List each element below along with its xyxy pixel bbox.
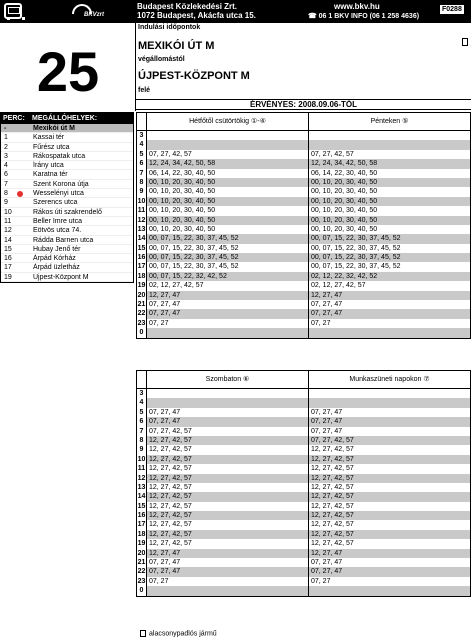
company-address: 1072 Budapest, Akácfa utca 15. [137, 11, 256, 20]
hour-row [137, 417, 470, 426]
stop-minutes: 6 [4, 171, 8, 179]
minutes-cell: 12, 27, 42, 57 [308, 464, 470, 473]
hour-cell: 15 [137, 502, 146, 510]
side-marker [462, 38, 468, 46]
stop-row [1, 180, 133, 189]
hour-row [137, 436, 470, 445]
minutes-cell [308, 586, 470, 595]
minutes-cell: 12, 27, 42, 57 [149, 493, 192, 501]
hour-cell: 13 [137, 483, 146, 491]
logo-text: BKVzrt [84, 12, 105, 18]
hour-row [137, 474, 470, 483]
origin-terminus: MEXIKÓI ÚT M [138, 40, 215, 52]
weekend-header [137, 371, 470, 389]
stop-row [1, 152, 133, 161]
minutes-cell [147, 131, 308, 140]
direction-label: felé [138, 87, 151, 94]
phone-info: ☎ 06 1 BKV INFO (06 1 258 4636) [308, 13, 420, 20]
minutes-cell: 00, 07, 15, 22, 30, 37, 45, 52 [308, 253, 470, 262]
hour-row [137, 291, 470, 300]
minutes-cell: 07, 27, 47 [149, 310, 181, 318]
minutes-cell: 07, 27, 47 [308, 309, 470, 318]
stop-row [1, 263, 133, 272]
minutes-cell [308, 328, 470, 337]
stop-name: Szerencs utca [33, 199, 78, 207]
minutes-cell: 12, 24, 34, 42, 50, 58 [308, 159, 470, 168]
minutes-cell: 12, 27, 42, 57 [308, 492, 470, 501]
hour-cell: 8 [137, 436, 147, 445]
low-floor-icon [140, 630, 146, 637]
minutes-cell: 12, 27, 42, 57 [149, 436, 192, 444]
company-info [137, 2, 256, 20]
hour-row [137, 281, 470, 290]
hour-cell: 22 [137, 310, 146, 318]
hour-row [137, 539, 470, 548]
saturday-header: Szombaton ⑥ [147, 371, 309, 388]
hour-cell: 19 [137, 282, 146, 290]
minutes-cell [308, 131, 470, 140]
stop-name: Kassai tér [33, 134, 65, 142]
hour-cell: 15 [137, 244, 146, 252]
hour-cell: 21 [137, 301, 146, 309]
minutes-cell: 02, 12, 27, 42, 57 [149, 282, 204, 290]
weekday-header [137, 113, 470, 131]
hour-cell: 3 [137, 389, 147, 398]
stop-name: Eötvös utca 74. [33, 227, 82, 235]
hour-row [137, 262, 470, 271]
minutes-cell: 00, 10, 20, 30, 40, 50 [149, 197, 216, 205]
hour-row [137, 427, 470, 436]
minutes-cell: 12, 24, 34, 42, 50, 58 [149, 160, 216, 168]
minutes-cell: 12, 27, 47 [308, 291, 470, 300]
hour-row [137, 206, 470, 215]
minutes-cell: 07, 27, 42, 57 [308, 436, 470, 445]
stop-minutes: 3 [4, 152, 8, 160]
stop-row [1, 217, 133, 226]
hour-cell: 11 [137, 207, 146, 215]
minutes-cell: 07, 27, 47 [308, 408, 470, 417]
stop-minutes: 10 [4, 208, 12, 216]
minutes-cell: 00, 07, 15, 22, 30, 37, 45, 52 [308, 244, 470, 253]
hour-row [137, 567, 470, 576]
hour-cell: 5 [137, 408, 147, 417]
stops-header [1, 113, 133, 124]
top-header [0, 0, 471, 23]
minutes-cell: 07, 27, 42, 57 [308, 150, 470, 159]
timetable-code: F0288 [442, 6, 462, 13]
website-link[interactable]: www.bkv.hu [334, 2, 380, 11]
stop-row [1, 208, 133, 217]
stop-row [1, 226, 133, 235]
stop-name: Rádda Barnen utca [33, 236, 94, 244]
validity-date: ÉRVÉNYES: 2008.09.06-TÓL [136, 99, 471, 110]
hour-cell: 16 [137, 512, 146, 520]
stop-row [1, 143, 133, 152]
hour-row [137, 319, 470, 328]
hour-cell: 21 [137, 559, 146, 567]
minutes-cell: 07, 27, 47 [149, 301, 181, 309]
stop-row [1, 170, 133, 179]
minutes-cell: 12, 27, 42, 57 [308, 445, 470, 454]
minutes-cell: 12, 27, 42, 57 [308, 511, 470, 520]
hour-row [137, 398, 470, 407]
hour-row [137, 216, 470, 225]
minutes-cell: 02, 12, 22, 32, 42, 52 [308, 272, 470, 281]
current-stop-dot-icon [17, 191, 23, 197]
route-direction [136, 23, 471, 111]
stop-row [1, 236, 133, 245]
hour-row [137, 253, 470, 262]
hour-row [137, 187, 470, 196]
hour-row [137, 225, 470, 234]
stop-row [1, 245, 133, 254]
minutes-cell: 12, 27, 42, 57 [149, 483, 192, 491]
stops-list [0, 112, 134, 283]
stop-row [1, 198, 133, 207]
holiday-header: Munkaszüneti napokon ⑦ [349, 376, 430, 383]
hour-column-header [137, 113, 147, 130]
minutes-cell: 12, 27, 42, 57 [149, 502, 192, 510]
stop-name: Beller Imre utca [33, 217, 83, 225]
route-number-box [0, 23, 136, 111]
hour-row [137, 300, 470, 309]
hour-cell: 22 [137, 568, 146, 576]
stop-minutes: 12 [4, 227, 12, 235]
minutes-cell: 12, 27, 42, 57 [308, 539, 470, 548]
minutes-cell: 07, 27, 42, 57 [149, 427, 192, 435]
stop-minutes: 4 [4, 162, 8, 170]
minutes-cell [308, 140, 470, 149]
hour-row [137, 169, 470, 178]
hour-row [137, 272, 470, 281]
stop-name: Rákos úti szakrendelő [33, 208, 102, 216]
minutes-cell: 00, 10, 20, 30, 40, 50 [308, 197, 470, 206]
minutes-cell: 00, 10, 20, 30, 40, 50 [308, 187, 470, 196]
hour-cell: 4 [137, 140, 147, 149]
hour-cell: 0 [137, 328, 147, 337]
stop-row [1, 189, 133, 198]
minutes-cell: 12, 27, 42, 57 [149, 465, 192, 473]
minutes-cell: 07, 27, 47 [308, 427, 470, 436]
hour-cell: 18 [137, 272, 146, 280]
stop-name: Hubay Jenő tér [33, 245, 81, 253]
minutes-cell: 00, 10, 20, 30, 40, 50 [308, 225, 470, 234]
stop-name: Rákospatak utca [33, 152, 86, 160]
hour-row [137, 244, 470, 253]
hour-cell: 8 [137, 178, 147, 187]
hour-row [137, 511, 470, 520]
minutes-cell: 00, 07, 15, 22, 30, 37, 45, 52 [149, 244, 239, 252]
minutes-cell: 12, 27, 42, 57 [308, 474, 470, 483]
minutes-cell: 07, 27, 47 [149, 418, 181, 426]
minutes-cell: 07, 27, 47 [149, 408, 181, 416]
minutes-cell: 07, 27, 47 [308, 558, 470, 567]
minutes-cell: 00, 10, 20, 30, 40, 50 [149, 207, 216, 215]
minutes-cell: 07, 27, 42, 57 [149, 150, 192, 158]
hour-row [137, 178, 470, 187]
hour-row [137, 530, 470, 539]
hour-column-header [137, 371, 147, 388]
hour-cell: 14 [137, 493, 146, 501]
legend-text: alacsonypadlós jármű [149, 630, 217, 638]
hour-row [137, 483, 470, 492]
minutes-cell: 07, 27, 47 [308, 417, 470, 426]
hour-cell: 16 [137, 254, 146, 262]
stop-minutes: 8 [1, 189, 29, 197]
minutes-cell: 00, 10, 20, 30, 40, 50 [149, 225, 216, 233]
minutes-cell [147, 389, 308, 398]
hour-row [137, 549, 470, 558]
stop-name: Szent Korona útja [33, 180, 89, 188]
stop-minutes: 11 [4, 217, 12, 225]
stop-name: Árpád Kórház [33, 255, 76, 263]
hour-row [137, 577, 470, 586]
stop-minutes: 17 [4, 264, 12, 272]
destination-terminus: ÚJPEST-KÖZPONT M [138, 70, 250, 82]
hour-row [137, 502, 470, 511]
minutes-cell: 12, 27, 42, 57 [308, 455, 470, 464]
hour-row [137, 131, 470, 140]
hour-cell: 9 [137, 445, 147, 454]
hour-row [137, 328, 470, 337]
stop-row [1, 133, 133, 142]
minutes-cell: 12, 27, 42, 57 [149, 512, 192, 520]
minutes-cell [147, 586, 308, 595]
minutes-cell: 12, 27, 42, 57 [149, 540, 192, 548]
minutes-cell [147, 398, 308, 407]
weekend-timetable [136, 370, 471, 597]
hour-row [137, 234, 470, 243]
hour-row [137, 389, 470, 398]
minutes-cell: 06, 14, 22, 30, 40, 50 [149, 169, 216, 177]
company-name: Budapest Közlekedési Zrt. [137, 2, 238, 11]
minutes-cell: 12, 27, 42, 57 [149, 530, 192, 538]
weekday-rows [137, 131, 470, 338]
hour-row [137, 464, 470, 473]
minutes-cell: 12, 27, 42, 57 [308, 502, 470, 511]
hour-cell: 0 [137, 586, 147, 595]
minutes-cell: 00, 07, 15, 22, 32, 42, 52 [149, 272, 227, 280]
stop-name: Karatna tér [33, 171, 68, 179]
minutes-cell: 07, 27, 47 [308, 300, 470, 309]
hour-cell: 6 [137, 159, 147, 168]
hour-cell: 17 [137, 521, 146, 529]
stop-name: Fűrész utca [33, 143, 70, 151]
stop-minutes: 7 [4, 180, 8, 188]
hour-row [137, 140, 470, 149]
minutes-cell: 07, 27, 47 [149, 568, 181, 576]
bus-icon [4, 3, 22, 19]
hour-cell: 3 [137, 131, 147, 140]
hour-cell: 13 [137, 225, 146, 233]
departures-label: Indulási időpontok [138, 24, 201, 31]
minutes-cell: 00, 10, 20, 30, 40, 50 [149, 178, 216, 186]
minutes-cell: 12, 27, 42, 57 [149, 474, 192, 482]
minutes-cell: 12, 27, 42, 57 [308, 483, 470, 492]
mon-thu-header: Hétfőtől csütörtökig ①-④ [147, 113, 309, 130]
minutes-cell: 06, 14, 22, 30, 40, 50 [308, 169, 470, 178]
hour-row [137, 197, 470, 206]
hour-cell: 23 [137, 319, 146, 327]
minutes-cell [147, 328, 308, 337]
hour-row [137, 520, 470, 529]
minutes-cell [147, 140, 308, 149]
stop-minutes: 9 [4, 199, 8, 207]
hour-cell: 18 [137, 530, 146, 538]
hour-row [137, 408, 470, 417]
minutes-cell: 00, 10, 20, 30, 40, 50 [149, 216, 216, 224]
hour-cell: 6 [137, 417, 147, 426]
hour-cell: 7 [137, 427, 147, 436]
stop-row [1, 124, 133, 133]
weekday-timetable [136, 112, 471, 339]
legend [140, 630, 217, 637]
stop-minutes: 16 [4, 255, 12, 263]
minutes-cell: 00, 07, 15, 22, 30, 37, 45, 52 [149, 235, 239, 243]
minutes-cell: 12, 27, 42, 57 [149, 455, 192, 463]
stop-minutes: 15 [4, 245, 12, 253]
minutes-cell: 00, 07, 15, 22, 30, 37, 45, 52 [308, 234, 470, 243]
minutes-cell: 12, 27, 42, 57 [149, 446, 192, 454]
stop-name: Újpest-Központ M [33, 273, 89, 281]
hour-row [137, 445, 470, 454]
minutes-cell: 00, 10, 20, 30, 40, 50 [308, 206, 470, 215]
minutes-cell: 12, 27, 42, 57 [149, 521, 192, 529]
hour-cell: 5 [137, 150, 147, 159]
hour-cell: 12 [137, 216, 146, 224]
minutes-cell: 00, 10, 20, 30, 40, 50 [308, 216, 470, 225]
stop-row [1, 273, 133, 282]
hour-cell: 17 [137, 263, 146, 271]
minutes-header: PERC: [3, 115, 25, 122]
stop-minutes: 2 [4, 143, 8, 151]
hour-cell: 14 [137, 235, 146, 243]
stop-name: Wesselényi utca [33, 190, 84, 198]
minutes-cell: 07, 27, 47 [149, 559, 181, 567]
minutes-cell: 00, 10, 20, 30, 40, 50 [308, 178, 470, 187]
hour-cell: 9 [137, 187, 147, 196]
minutes-cell: 12, 27, 42, 57 [308, 530, 470, 539]
stop-row [1, 254, 133, 263]
minutes-cell: 07, 27, 47 [308, 567, 470, 576]
bkv-logo [70, 3, 108, 19]
hour-row [137, 455, 470, 464]
minutes-cell: 00, 10, 20, 30, 40, 50 [149, 188, 216, 196]
minutes-cell: 12, 27, 47 [308, 549, 470, 558]
stop-rows [1, 124, 133, 282]
hour-cell: 4 [137, 398, 147, 407]
weekend-rows [137, 389, 470, 596]
minutes-cell: 07, 27 [149, 319, 169, 327]
hour-cell: 7 [137, 169, 147, 178]
hour-row [137, 159, 470, 168]
hour-row [137, 558, 470, 567]
minutes-cell: 07, 27 [149, 577, 169, 585]
hour-cell: 10 [137, 197, 146, 205]
minutes-cell: 00, 07, 15, 22, 30, 37, 45, 52 [308, 262, 470, 271]
route-number: 25 [36, 40, 100, 103]
minutes-cell: 00, 07, 15, 22, 30, 37, 45, 52 [149, 263, 239, 271]
hour-row [137, 309, 470, 318]
stop-name: Árpád üzletház [33, 264, 80, 272]
minutes-cell: 07, 27 [308, 319, 470, 328]
hour-row [137, 150, 470, 159]
minutes-cell: 12, 27, 42, 57 [308, 520, 470, 529]
stop-name: Írány utca [33, 162, 64, 170]
stop-minutes: 1 [4, 134, 8, 142]
hour-cell: 23 [137, 577, 146, 585]
stop-name: Mexikói út M [33, 125, 76, 132]
stops-name-header: MEGÁLLÓHELYEK: [32, 115, 98, 122]
stop-minutes: - [4, 125, 7, 132]
stop-minutes: 19 [4, 273, 12, 281]
hour-cell: 19 [137, 540, 146, 548]
minutes-cell: 12, 27, 47 [149, 549, 181, 557]
hour-cell: 20 [137, 291, 146, 299]
friday-header: Pénteken ⑤ [370, 118, 409, 125]
hour-cell: 11 [137, 465, 146, 473]
stop-minutes: 14 [4, 236, 12, 244]
stop-row [1, 161, 133, 170]
hour-row [137, 586, 470, 595]
minutes-cell: 00, 07, 15, 22, 30, 37, 45, 52 [149, 254, 239, 262]
from-terminus-label: végállomástól [138, 56, 185, 63]
minutes-cell: 12, 27, 47 [149, 291, 181, 299]
hour-row [137, 492, 470, 501]
minutes-cell [308, 398, 470, 407]
minutes-cell [308, 389, 470, 398]
hour-cell: 10 [137, 455, 146, 463]
hour-cell: 12 [137, 474, 146, 482]
minutes-cell: 02, 12, 27, 42, 57 [308, 281, 470, 290]
minutes-cell: 07, 27 [308, 577, 470, 586]
hour-cell: 20 [137, 549, 146, 557]
